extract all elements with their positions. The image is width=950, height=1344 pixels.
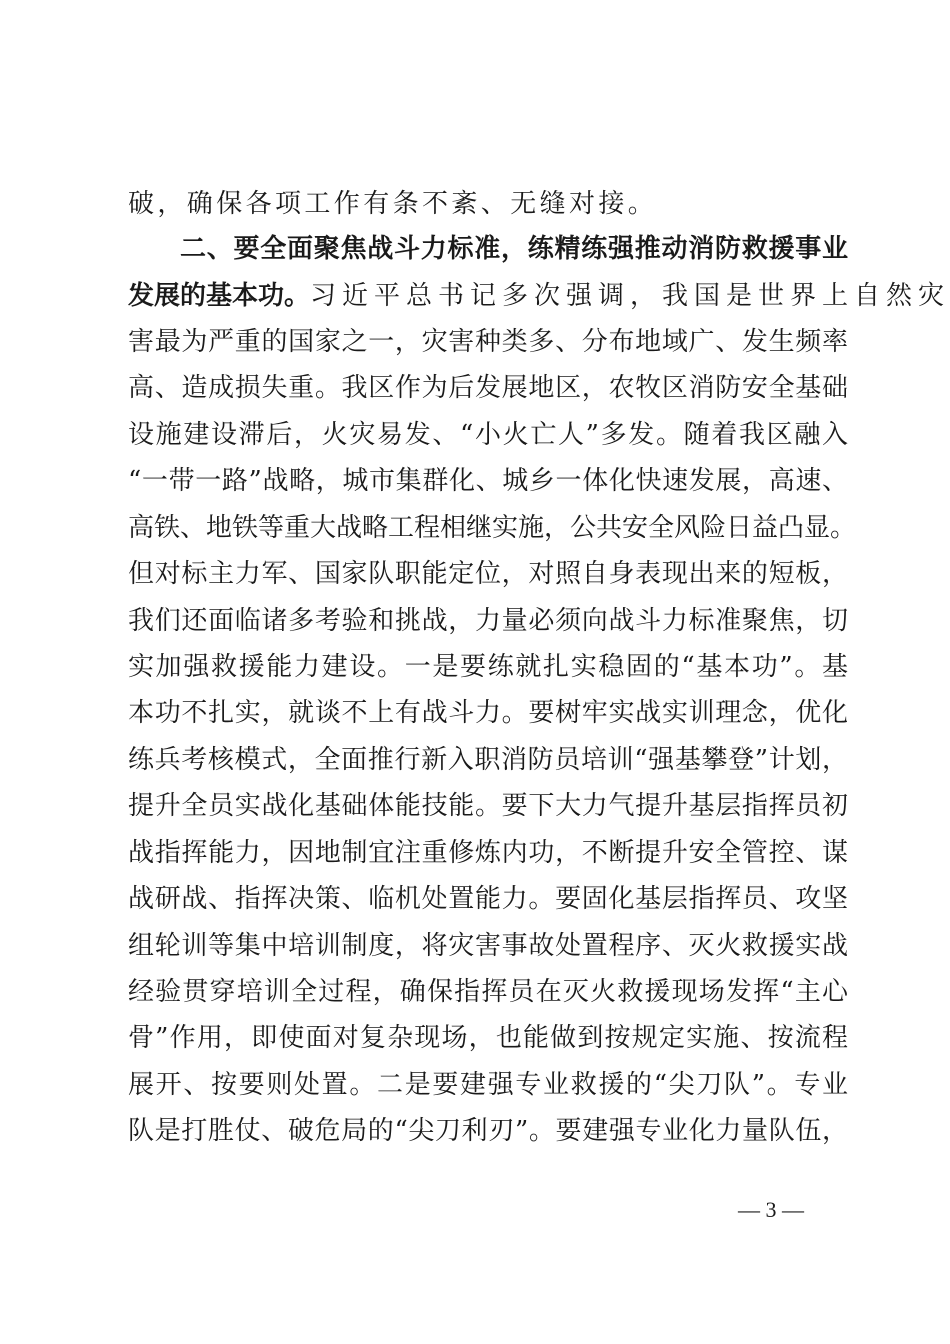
paragraph-text: 习近平总书记多次强调，我国是世界上自然灾 (310, 281, 950, 311)
paragraph-line: 战指挥能力，因地制宜注重修炼内功，不断提升安全管控、谋 (128, 838, 848, 868)
section-heading-line: 二、要全面聚焦战斗力标准，练精练强推动消防救援事业 (180, 234, 848, 264)
paragraph-line: 破，确保各项工作有条不紊、无缝对接。 (128, 189, 658, 219)
paragraph-line: 队是打胜仗、破危局的“尖刀利刃”。要建强专业化力量队伍， (128, 1116, 848, 1146)
paragraph-line: 展开、按要则处置。二是要建强专业救援的“尖刀队”。专业 (128, 1070, 848, 1100)
paragraph-line: “一带一路”战略，城市集群化、城乡一体化快速发展，高速、 (128, 466, 848, 496)
paragraph-line: 本功不扎实，就谈不上有战斗力。要树牢实战实训理念，优化 (128, 698, 848, 728)
paragraph-line: 经验贯穿培训全过程，确保指挥员在灭火救援现场发挥“主心 (128, 977, 848, 1007)
paragraph-line: 战研战、指挥决策、临机处置能力。要固化基层指挥员、攻坚 (128, 884, 848, 914)
paragraph-line: 设施建设滞后，火灾易发、“小火亡人”多发。随着我区融入 (128, 420, 848, 450)
paragraph-line: 我们还面临诸多考验和挑战，力量必须向战斗力标准聚焦，切 (128, 606, 848, 636)
paragraph-line: 高、造成损失重。我区作为后发展地区，农牧区消防安全基础 (128, 373, 848, 403)
paragraph-line: 组轮训等集中培训制度，将灾害事故处置程序、灭火救援实战 (128, 931, 848, 961)
paragraph-line: 骨”作用，即使面对复杂现场，也能做到按规定实施、按流程 (128, 1023, 848, 1053)
paragraph-line: 高铁、地铁等重大战略工程相继实施，公共安全风险日益凸显。 (128, 513, 857, 543)
paragraph-line: 练兵考核模式，全面推行新入职消防员培训“强基攀登”计划， (128, 745, 848, 775)
paragraph-line (128, 279, 950, 313)
paragraph-line: 害最为严重的国家之一，灾害种类多、分布地域广、发生频率 (128, 327, 848, 357)
section-heading-tail: 发展的基本功。 (128, 281, 311, 311)
paragraph-line: 但对标主力军、国家队职能定位，对照自身表现出来的短板， (128, 559, 848, 589)
paragraph-line: 实加强救援能力建设。一是要练就扎实稳固的“基本功”。基 (128, 652, 848, 682)
paragraph-line: 提升全员实战化基础体能技能。要下大力气提升基层指挥员初 (128, 791, 848, 821)
page-number: — 3 — (738, 1197, 804, 1222)
